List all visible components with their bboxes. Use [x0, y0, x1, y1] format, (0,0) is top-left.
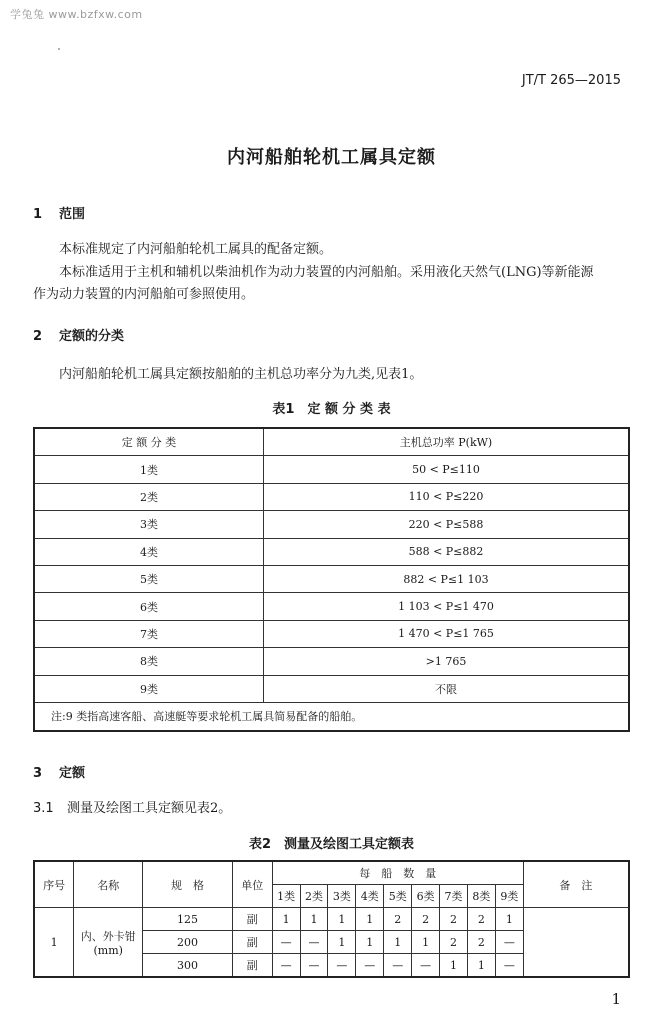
subsection-number: 3.1 [33, 801, 54, 816]
table-row [34, 538, 629, 565]
table-1-caption: 表1 定 额 分 类 表 [272, 402, 391, 417]
table-row [34, 593, 629, 620]
watermark: 学兔兔 www.bzfxw.com [10, 8, 143, 21]
quota-class-table [33, 427, 630, 732]
table-row [34, 483, 629, 510]
qty-cell: 1 [356, 908, 384, 931]
header-class-6: 6类 [412, 885, 440, 908]
section-1-paragraph-1: 本标准规定了内河船舶轮机工属具的配备定额。 [59, 242, 333, 257]
qty-cell: 1 [384, 931, 412, 954]
table-row [34, 675, 629, 702]
item-name-unit: (mm) [93, 943, 123, 957]
section-title: 定额的分类 [59, 329, 125, 344]
header-class-9: 9类 [495, 885, 523, 908]
power-cell: 588 < P≤882 [264, 538, 630, 565]
qty-cell: 1 [300, 908, 328, 931]
section-3-heading [33, 762, 85, 781]
qty-cell: 2 [412, 908, 440, 931]
power-cell: 110 < P≤220 [264, 483, 630, 510]
table-row [34, 565, 629, 592]
remark-cell [523, 908, 629, 978]
class-cell: 8类 [34, 648, 264, 675]
qty-cell: 1 [495, 908, 523, 931]
standard-code: JT/T 265—2015 [521, 73, 621, 88]
qty-cell: 1 [328, 931, 356, 954]
qty-cell: — [412, 954, 440, 978]
qty-cell: 1 [467, 954, 495, 978]
section-number: 2 [33, 329, 43, 344]
header-seq: 序号 [34, 861, 74, 908]
power-cell: 220 < P≤588 [264, 511, 630, 538]
section-1-heading [33, 203, 85, 222]
unit-cell: 副 [232, 908, 272, 931]
class-cell: 5类 [34, 565, 264, 592]
qty-cell: — [300, 954, 328, 978]
table-row [34, 648, 629, 675]
qty-cell: 2 [467, 931, 495, 954]
qty-cell: 1 [356, 931, 384, 954]
scan-dot [58, 48, 60, 50]
qty-cell: — [272, 931, 300, 954]
qty-cell: — [495, 931, 523, 954]
header-spec: 规 格 [143, 861, 233, 908]
header-remark: 备 注 [523, 861, 629, 908]
class-cell: 4类 [34, 538, 264, 565]
class-cell: 7类 [34, 620, 264, 647]
class-cell: 1类 [34, 456, 264, 483]
power-cell: >1 765 [264, 648, 630, 675]
table-note-row [34, 702, 629, 731]
subsection-text: 测量及绘图工具定额见表2。 [67, 801, 232, 816]
section-2-heading [33, 325, 124, 344]
class-cell: 3类 [34, 511, 264, 538]
header-class-2: 2类 [300, 885, 328, 908]
qty-cell: 1 [412, 931, 440, 954]
header-unit: 单位 [232, 861, 272, 908]
measuring-tools-quota-table [33, 860, 630, 978]
qty-cell: 1 [272, 908, 300, 931]
table-2-caption: 表2 测量及绘图工具定额表 [248, 837, 415, 852]
header-power: 主机总功率 P(kW) [264, 428, 630, 456]
power-cell: 50 < P≤110 [264, 456, 630, 483]
header-class-3: 3类 [328, 885, 356, 908]
power-cell: 1 470 < P≤1 765 [264, 620, 630, 647]
header-class-7: 7类 [440, 885, 468, 908]
qty-cell: 2 [467, 908, 495, 931]
spec-cell: 125 [143, 908, 233, 931]
section-title: 定额 [59, 766, 86, 781]
table-row [34, 908, 629, 931]
header-class-1: 1类 [272, 885, 300, 908]
header-class-5: 5类 [384, 885, 412, 908]
unit-cell: 副 [232, 931, 272, 954]
class-cell: 9类 [34, 675, 264, 702]
header-class-8: 8类 [467, 885, 495, 908]
qty-cell: 1 [328, 908, 356, 931]
class-cell: 2类 [34, 483, 264, 510]
qty-cell: — [272, 954, 300, 978]
section-1-paragraph-2: 本标准适用于主机和辅机以柴油机作为动力装置的内河船舶。采用液化天然气(LNG)等新能源 [59, 265, 594, 280]
item-seq: 1 [34, 908, 74, 978]
table-note: 注:9 类指高速客船、高速艇等要求轮机工属具简易配备的船舶。 [34, 702, 629, 731]
power-cell: 1 103 < P≤1 470 [264, 593, 630, 620]
header-class-4: 4类 [356, 885, 384, 908]
section-number: 3 [33, 766, 43, 781]
spec-cell: 200 [143, 931, 233, 954]
table-row [34, 456, 629, 483]
page-number: 1 [611, 990, 621, 1008]
subsection-3-1 [33, 798, 231, 820]
table-header-row [34, 861, 629, 885]
power-cell: 不限 [264, 675, 630, 702]
header-class: 定 额 分 类 [34, 428, 264, 456]
section-1-paragraph-2-cont: 作为动力装置的内河船舶可参照使用。 [33, 287, 255, 302]
qty-cell: — [328, 954, 356, 978]
qty-cell: — [356, 954, 384, 978]
qty-cell: 2 [440, 908, 468, 931]
class-cell: 6类 [34, 593, 264, 620]
qty-cell: — [384, 954, 412, 978]
header-per-ship: 每 船 数 量 [272, 861, 523, 885]
section-2-paragraph: 内河船舶轮机工属具定额按船舶的主机总功率分为九类,见表1。 [59, 367, 423, 382]
qty-cell: 1 [440, 954, 468, 978]
power-cell: 882 < P≤1 103 [264, 565, 630, 592]
qty-cell: — [300, 931, 328, 954]
section-title: 范围 [59, 207, 86, 222]
item-name [74, 908, 143, 978]
table-header-row [34, 428, 629, 456]
table-row [34, 620, 629, 647]
qty-cell: 2 [384, 908, 412, 931]
qty-cell: — [495, 954, 523, 978]
header-name: 名称 [74, 861, 143, 908]
document-title: 内河船舶轮机工属具定额 [227, 147, 436, 168]
table-row [34, 511, 629, 538]
qty-cell: 2 [440, 931, 468, 954]
item-name-line: 内、外卡钳 [80, 929, 136, 943]
section-number: 1 [33, 207, 43, 222]
unit-cell: 副 [232, 954, 272, 978]
spec-cell: 300 [143, 954, 233, 978]
